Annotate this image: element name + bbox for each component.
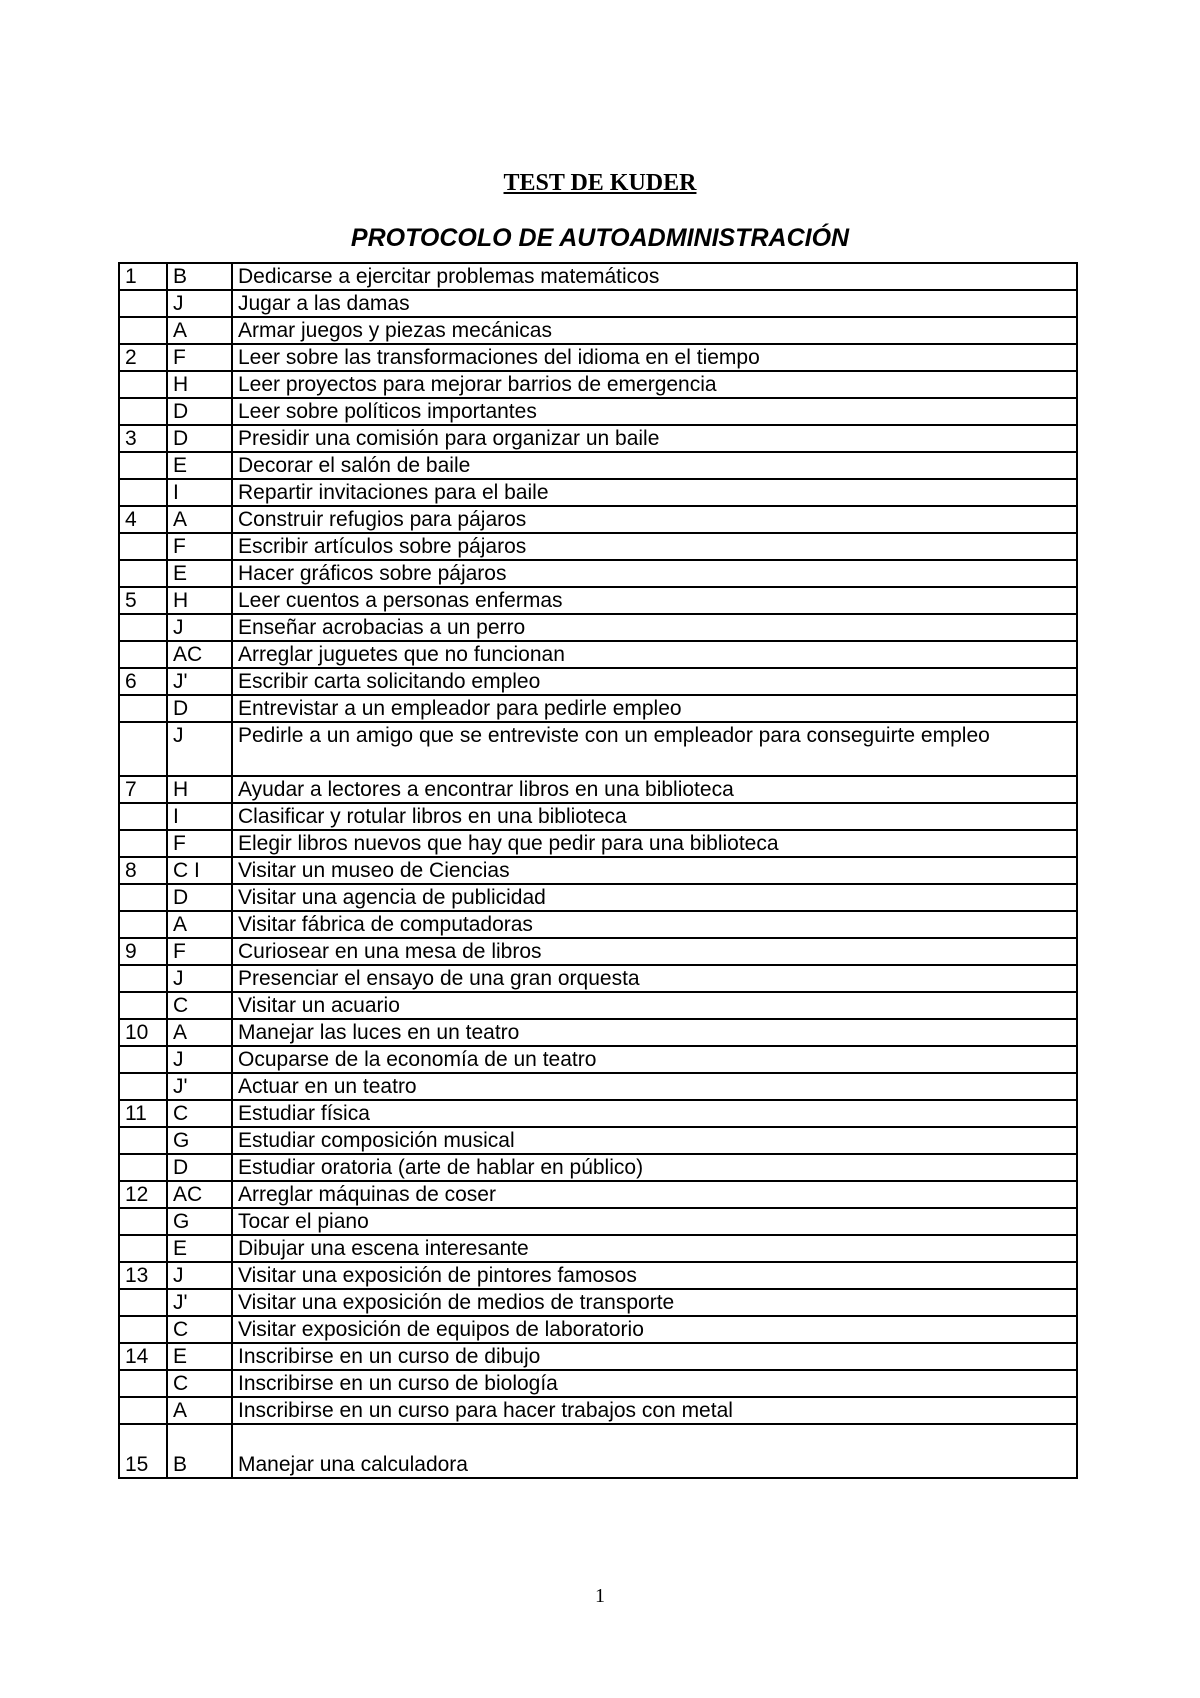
area-code-cell: I	[167, 803, 232, 830]
activity-description-cell: Estudiar física	[232, 1100, 1077, 1127]
area-code-cell: F	[167, 830, 232, 857]
activity-description-cell: Ayudar a lectores a encontrar libros en una biblioteca	[232, 776, 1077, 803]
table-row	[119, 1019, 1077, 1046]
table-row	[119, 1046, 1077, 1073]
item-number-cell	[119, 560, 167, 587]
item-number-cell: 7	[119, 776, 167, 803]
activity-description-cell: Dibujar una escena interesante	[232, 1235, 1077, 1262]
item-number-cell	[119, 1370, 167, 1397]
table-row	[119, 290, 1077, 317]
item-number-cell	[119, 317, 167, 344]
activity-description-cell: Construir refugios para pájaros	[232, 506, 1077, 533]
area-code-cell: H	[167, 587, 232, 614]
table-row	[119, 1397, 1077, 1424]
table-row	[119, 965, 1077, 992]
area-code-cell: C	[167, 1370, 232, 1397]
area-code-cell: C	[167, 992, 232, 1019]
area-code-cell: D	[167, 884, 232, 911]
table-row	[119, 1343, 1077, 1370]
activity-description-cell: Tocar el piano	[232, 1208, 1077, 1235]
activity-description-cell: Repartir invitaciones para el baile	[232, 479, 1077, 506]
table-row	[119, 398, 1077, 425]
area-code-cell: D	[167, 398, 232, 425]
table-row	[119, 506, 1077, 533]
table-row	[119, 614, 1077, 641]
area-code-cell: D	[167, 695, 232, 722]
area-code-cell: E	[167, 560, 232, 587]
table-row	[119, 1235, 1077, 1262]
activity-description-cell: Jugar a las damas	[232, 290, 1077, 317]
activity-description-cell: Visitar un acuario	[232, 992, 1077, 1019]
activity-description-cell: Leer proyectos para mejorar barrios de emergencia	[232, 371, 1077, 398]
table-row	[119, 1181, 1077, 1208]
activity-description-cell: Hacer gráficos sobre pájaros	[232, 560, 1077, 587]
document-title: TEST DE KUDER	[503, 170, 697, 196]
area-code-cell: D	[167, 425, 232, 452]
table-row	[119, 1316, 1077, 1343]
item-number-cell	[119, 533, 167, 560]
item-number-cell	[119, 1154, 167, 1181]
table-row	[119, 884, 1077, 911]
table-row	[119, 1073, 1077, 1100]
activity-description-cell: Armar juegos y piezas mecánicas	[232, 317, 1077, 344]
activity-description-cell: Decorar el salón de baile	[232, 452, 1077, 479]
area-code-cell: F	[167, 344, 232, 371]
table-row	[119, 641, 1077, 668]
item-number-cell: 4	[119, 506, 167, 533]
area-code-cell: F	[167, 938, 232, 965]
activity-description-cell: Leer sobre las transformaciones del idioma en el tiempo	[232, 344, 1077, 371]
item-number-cell: 14	[119, 1343, 167, 1370]
item-number-cell	[119, 722, 167, 776]
item-number-cell	[119, 965, 167, 992]
area-code-cell: F	[167, 533, 232, 560]
table-row	[119, 452, 1077, 479]
area-code-cell: J	[167, 614, 232, 641]
table-row	[119, 992, 1077, 1019]
item-number-cell: 15	[119, 1424, 167, 1478]
item-number-cell	[119, 641, 167, 668]
table-row	[119, 1262, 1077, 1289]
item-number-cell: 8	[119, 857, 167, 884]
item-number-cell: 1	[119, 263, 167, 290]
table-row	[119, 830, 1077, 857]
activity-description-cell: Leer sobre políticos importantes	[232, 398, 1077, 425]
area-code-cell: AC	[167, 1181, 232, 1208]
table-row	[119, 371, 1077, 398]
item-number-cell: 6	[119, 668, 167, 695]
table-row	[119, 938, 1077, 965]
table-row	[119, 1208, 1077, 1235]
area-code-cell: J	[167, 1262, 232, 1289]
area-code-cell: AC	[167, 641, 232, 668]
area-code-cell: C	[167, 1100, 232, 1127]
activity-description-cell: Entrevistar a un empleador para pedirle empleo	[232, 695, 1077, 722]
item-number-cell	[119, 1397, 167, 1424]
item-number-cell	[119, 1208, 167, 1235]
table-row	[119, 695, 1077, 722]
item-number-cell: 11	[119, 1100, 167, 1127]
area-code-cell: B	[167, 1424, 232, 1478]
area-code-cell: I	[167, 479, 232, 506]
item-number-cell: 10	[119, 1019, 167, 1046]
activity-description-cell: Ocuparse de la economía de un teatro	[232, 1046, 1077, 1073]
item-number-cell: 13	[119, 1262, 167, 1289]
protocol-table-body	[119, 263, 1077, 1478]
item-number-cell	[119, 1127, 167, 1154]
activity-description-cell: Curiosear en una mesa de libros	[232, 938, 1077, 965]
table-row	[119, 1154, 1077, 1181]
activity-description-cell: Visitar una agencia de publicidad	[232, 884, 1077, 911]
table-row	[119, 317, 1077, 344]
table-row	[119, 911, 1077, 938]
item-number-cell	[119, 1289, 167, 1316]
area-code-cell: J	[167, 290, 232, 317]
activity-description-cell: Arreglar máquinas de coser	[232, 1181, 1077, 1208]
table-row	[119, 803, 1077, 830]
activity-description-cell: Presidir una comisión para organizar un baile	[232, 425, 1077, 452]
area-code-cell: A	[167, 911, 232, 938]
item-number-cell	[119, 1316, 167, 1343]
area-code-cell: D	[167, 1154, 232, 1181]
item-number-cell	[119, 614, 167, 641]
item-number-cell: 3	[119, 425, 167, 452]
activity-description-cell: Visitar una exposición de medios de transporte	[232, 1289, 1077, 1316]
area-code-cell: C	[167, 1316, 232, 1343]
area-code-cell: B	[167, 263, 232, 290]
activity-description-cell: Presenciar el ensayo de una gran orquesta	[232, 965, 1077, 992]
activity-description-cell: Elegir libros nuevos que hay que pedir para una biblioteca	[232, 830, 1077, 857]
activity-description-cell: Visitar una exposición de pintores famosos	[232, 1262, 1077, 1289]
item-number-cell	[119, 1235, 167, 1262]
activity-description-cell: Inscribirse en un curso de biología	[232, 1370, 1077, 1397]
item-number-cell	[119, 1046, 167, 1073]
activity-description-cell: Dedicarse a ejercitar problemas matemáticos	[232, 263, 1077, 290]
activity-description-cell: Escribir artículos sobre pájaros	[232, 533, 1077, 560]
activity-description-cell: Manejar las luces en un teatro	[232, 1019, 1077, 1046]
activity-description-cell: Inscribirse en un curso para hacer trabajos con metal	[232, 1397, 1077, 1424]
activity-description-cell: Visitar un museo de Ciencias	[232, 857, 1077, 884]
activity-description-cell: Clasificar y rotular libros en una biblioteca	[232, 803, 1077, 830]
item-number-cell: 2	[119, 344, 167, 371]
area-code-cell: E	[167, 1343, 232, 1370]
table-row	[119, 533, 1077, 560]
protocol-table	[118, 262, 1078, 1479]
table-row	[119, 1370, 1077, 1397]
item-number-cell	[119, 1073, 167, 1100]
area-code-cell: H	[167, 371, 232, 398]
item-number-cell	[119, 371, 167, 398]
area-code-cell: A	[167, 1019, 232, 1046]
activity-description-cell: Arreglar juguetes que no funcionan	[232, 641, 1077, 668]
item-number-cell	[119, 911, 167, 938]
area-code-cell: E	[167, 452, 232, 479]
activity-description-cell: Leer cuentos a personas enfermas	[232, 587, 1077, 614]
table-row	[119, 668, 1077, 695]
table-row	[119, 560, 1077, 587]
table-row	[119, 425, 1077, 452]
activity-description-cell: Escribir carta solicitando empleo	[232, 668, 1077, 695]
area-code-cell: J'	[167, 668, 232, 695]
area-code-cell: C I	[167, 857, 232, 884]
table-row	[119, 263, 1077, 290]
area-code-cell: J'	[167, 1289, 232, 1316]
table-row	[119, 1424, 1077, 1478]
item-number-cell	[119, 992, 167, 1019]
table-row	[119, 587, 1077, 614]
activity-description-cell: Visitar exposición de equipos de laboratorio	[232, 1316, 1077, 1343]
area-code-cell: A	[167, 506, 232, 533]
activity-description-cell: Visitar fábrica de computadoras	[232, 911, 1077, 938]
table-row	[119, 776, 1077, 803]
item-number-cell: 9	[119, 938, 167, 965]
item-number-cell	[119, 452, 167, 479]
area-code-cell: A	[167, 1397, 232, 1424]
table-row	[119, 857, 1077, 884]
item-number-cell	[119, 479, 167, 506]
table-row	[119, 1100, 1077, 1127]
activity-description-cell: Estudiar composición musical	[232, 1127, 1077, 1154]
activity-description-cell: Manejar una calculadora	[232, 1424, 1077, 1478]
area-code-cell: J	[167, 965, 232, 992]
area-code-cell: J	[167, 1046, 232, 1073]
area-code-cell: G	[167, 1208, 232, 1235]
area-code-cell: E	[167, 1235, 232, 1262]
activity-description-cell: Pedirle a un amigo que se entreviste con un empleador para conseguirte empleo	[232, 722, 1077, 776]
table-row	[119, 1289, 1077, 1316]
table-row	[119, 1127, 1077, 1154]
item-number-cell	[119, 803, 167, 830]
activity-description-cell: Inscribirse en un curso de dibujo	[232, 1343, 1077, 1370]
area-code-cell: H	[167, 776, 232, 803]
table-row	[119, 479, 1077, 506]
area-code-cell: J	[167, 722, 232, 776]
activity-description-cell: Estudiar oratoria (arte de hablar en público)	[232, 1154, 1077, 1181]
item-number-cell	[119, 398, 167, 425]
item-number-cell	[119, 695, 167, 722]
item-number-cell: 5	[119, 587, 167, 614]
page-number: 1	[595, 1585, 605, 1607]
item-number-cell	[119, 290, 167, 317]
document-subtitle: PROTOCOLO DE AUTOADMINISTRACIÓN	[350, 224, 850, 252]
item-number-cell: 12	[119, 1181, 167, 1208]
item-number-cell	[119, 884, 167, 911]
area-code-cell: G	[167, 1127, 232, 1154]
table-row	[119, 722, 1077, 776]
area-code-cell: A	[167, 317, 232, 344]
activity-description-cell: Actuar en un teatro	[232, 1073, 1077, 1100]
item-number-cell	[119, 830, 167, 857]
table-row	[119, 344, 1077, 371]
area-code-cell: J'	[167, 1073, 232, 1100]
activity-description-cell: Enseñar acrobacias a un perro	[232, 614, 1077, 641]
